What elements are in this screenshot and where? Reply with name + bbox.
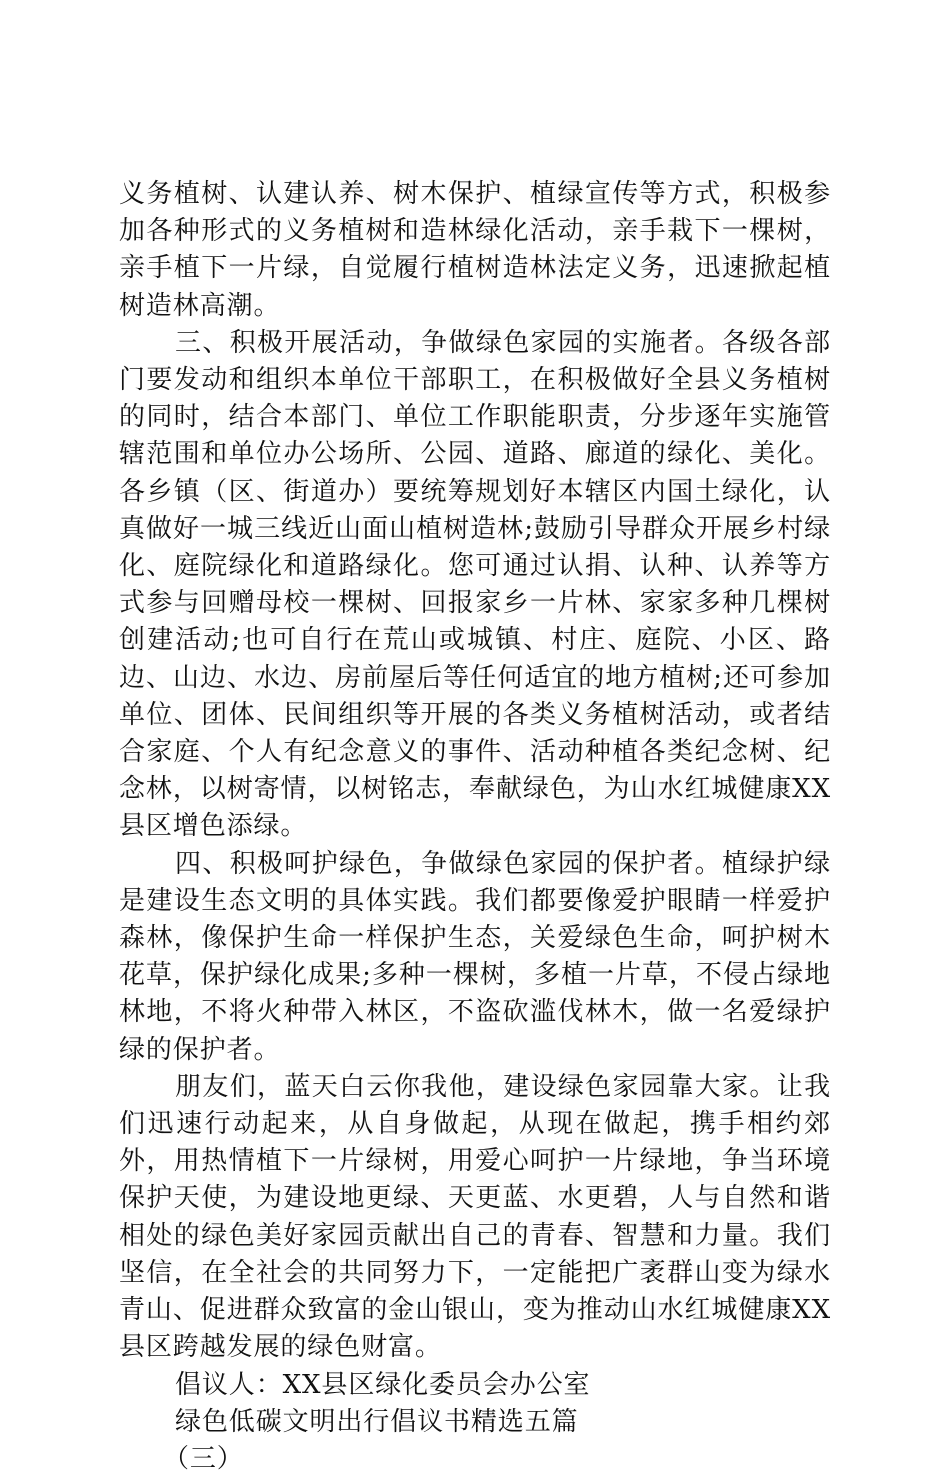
paragraph-continuation: 义务植树、认建认养、树木保护、植绿宣传等方式，积极参加各种形式的义务植树和造林绿化活动，亲手栽下一棵树，亲手植下一片绿，自觉履行植树造林法定义务，迅速掀起植树造林高潮。 [119,179,831,321]
document-body [119,176,831,1478]
signature-line: 倡议人：XX县区绿化委员会办公室 [175,1369,591,1400]
next-document-number: （三） [163,1443,244,1474]
paragraph-section-four: 四、积极呵护绿色，争做绿色家园的保护者。植绿护绿是建设生态文明的具体实践。我们都要像爱护眼睛一样爱护森林，像保护生命一样保护生态，关爱绿色生命，呵护树木花草，保护绿化成果;多种一棵树，多植一片草，不侵占绿地林地，不将火种带入林区，不盗砍滥伐林木，做一名爱绿护绿的保护者。 [119,848,831,1065]
paragraph-section-three: 三、积极开展活动，争做绿色家园的实施者。各级各部门要发动和组织本单位干部职工，在积极做好全县义务植树的同时，结合本部门、单位工作职能职责，分步逐年实施管辖范围和单位办公场所、公园、道路、廊道的绿化、美化。各乡镇（区、街道办）要统筹规划好本辖区内国土绿化，认真做好一城三线近山面山植树造林;鼓励引导群众开展乡村绿化、庭院绿化和道路绿化。您可通过认捐、认种、认养等方式参与回赠母校一棵树、回报家乡一片林、家家多种几棵树创建活动;也可自行在荒山或城镇、村庄、庭院、小区、路边、山边、水边、房前屋后等任何适宜的地方植树;还可参加单位、团体、民间组织等开展的各类义务植树活动，或者结合家庭、个人有纪念意义的事件、活动种植各类纪念树、纪念林，以树寄情，以树铭志，奉献绿色，为山水红城健康XX县区增色添绿。 [119,327,831,842]
next-document-title: 绿色低碳文明出行倡议书精选五篇 [175,1406,579,1437]
paragraph-closing: 朋友们，蓝天白云你我他，建设绿色家园靠大家。让我们迅速行动起来，从自身做起，从现在做起，携手相约郊外，用热情植下一片绿树，用爱心呵护一片绿地，争当环境保护天使，为建设地更绿、天更蓝、水更碧，人与自然和谐相处的绿色美好家园贡献出自己的青春、智慧和力量。我们坚信，在全社会的共同努力下，一定能把广袤群山变为绿水青山、促进群众致富的金山银山，变为推动山水红城健康XX县区跨越发展的绿色财富。 [119,1071,831,1363]
